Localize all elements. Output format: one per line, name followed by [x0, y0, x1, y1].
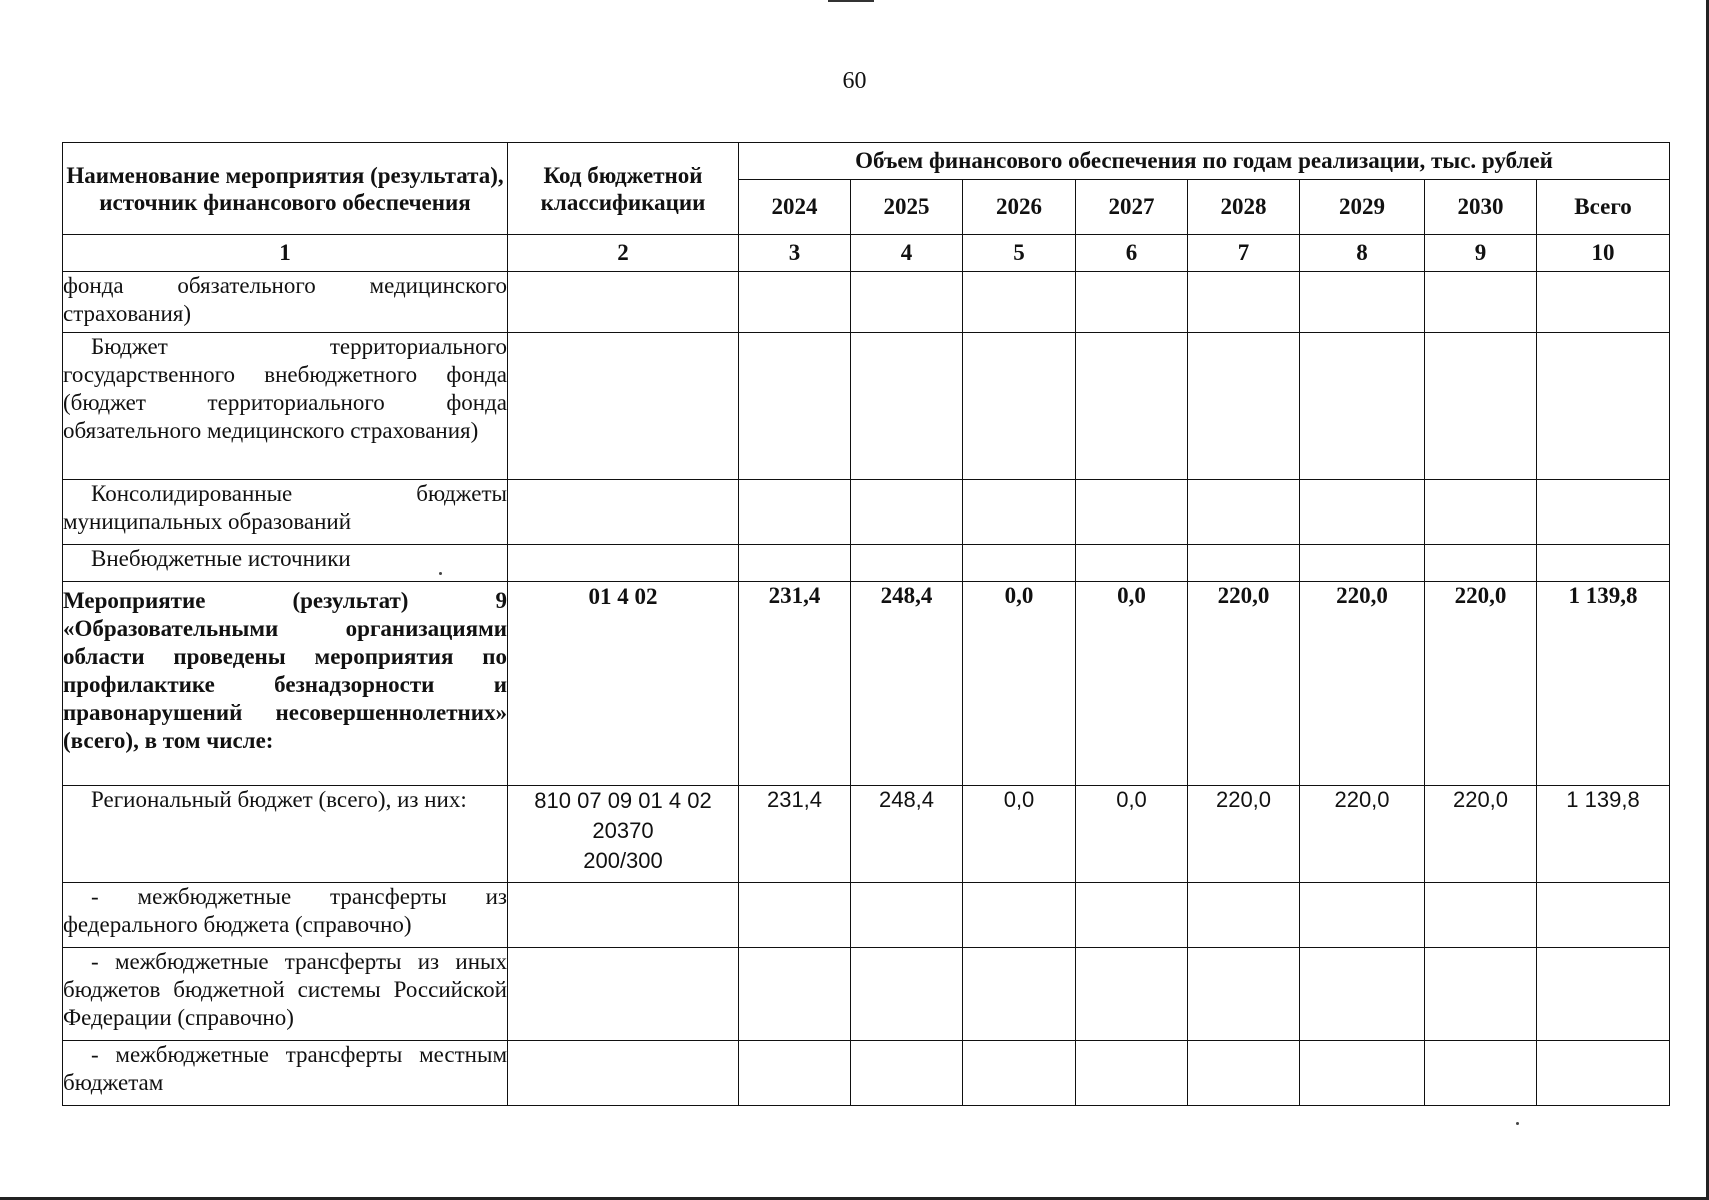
code-line: 20370	[592, 818, 654, 843]
row-value	[963, 883, 1076, 948]
row-code	[508, 333, 739, 480]
row-value	[1537, 272, 1670, 333]
row-value	[1425, 883, 1537, 948]
event-value: 0,0	[1076, 582, 1188, 786]
event-name: Мероприятие (результат) 9 «Образовательными организациями области проведены мероприятия по профилактике безнадзорности и правонарушений несовершеннолетних» (всего), в том числе:	[63, 582, 508, 786]
scan-speck	[439, 572, 442, 575]
row-value	[739, 883, 851, 948]
row-value	[1425, 1041, 1537, 1106]
table-row-event	[63, 582, 1670, 786]
row-value	[1300, 333, 1425, 480]
row-value	[739, 948, 851, 1041]
row-value	[1188, 333, 1300, 480]
header-name-column: Наименование мероприятия (результата), источник финансового обеспечения	[63, 143, 508, 235]
column-number: 4	[851, 235, 963, 272]
row-value	[1076, 883, 1188, 948]
row-value: 231,4	[739, 786, 851, 883]
column-number: 1	[63, 235, 508, 272]
row-name: Внебюджетные источники	[63, 545, 508, 582]
row-code	[508, 883, 739, 948]
row-value	[851, 272, 963, 333]
table-row	[63, 948, 1670, 1041]
row-code	[508, 272, 739, 333]
table-row	[63, 272, 1670, 333]
row-value: 220,0	[1188, 786, 1300, 883]
financing-table	[62, 142, 1670, 1106]
code-line: 810 07 09 01 4 02	[534, 788, 712, 813]
row-value	[1076, 333, 1188, 480]
row-value	[1425, 948, 1537, 1041]
row-value	[963, 1041, 1076, 1106]
row-value	[851, 480, 963, 545]
row-value	[739, 1041, 851, 1106]
column-number: 5	[963, 235, 1076, 272]
row-value	[963, 272, 1076, 333]
row-value: 220,0	[1425, 786, 1537, 883]
row-value	[851, 948, 963, 1041]
event-value: 220,0	[1188, 582, 1300, 786]
scan-speck	[1516, 1122, 1519, 1125]
table-row	[63, 480, 1670, 545]
column-number: 2	[508, 235, 739, 272]
header-year: 2025	[851, 180, 963, 235]
code-line: 200/300	[583, 848, 663, 873]
event-value: 248,4	[851, 582, 963, 786]
row-value	[963, 545, 1076, 582]
row-value	[739, 333, 851, 480]
row-value	[739, 272, 851, 333]
header-year: 2029	[1300, 180, 1425, 235]
row-value	[1537, 883, 1670, 948]
header-volume-span: Объем финансового обеспечения по годам реализации, тыс. рублей	[739, 143, 1670, 180]
row-value	[1300, 272, 1425, 333]
row-value	[1188, 948, 1300, 1041]
row-value	[1076, 948, 1188, 1041]
column-number: 3	[739, 235, 851, 272]
column-number: 9	[1425, 235, 1537, 272]
header-year: 2024	[739, 180, 851, 235]
row-code	[508, 948, 739, 1041]
row-value	[1188, 272, 1300, 333]
page-number: 60	[842, 68, 867, 94]
table-row	[63, 545, 1670, 582]
row-code	[508, 786, 739, 883]
row-value	[851, 333, 963, 480]
row-value: 0,0	[963, 786, 1076, 883]
column-number: 8	[1300, 235, 1425, 272]
row-name: - межбюджетные трансферты из иных бюджетов бюджетной системы Российской Федерации (справочно)	[63, 948, 508, 1041]
header-total: Всего	[1537, 180, 1670, 235]
row-value	[851, 1041, 963, 1106]
row-value	[1425, 480, 1537, 545]
row-value	[739, 480, 851, 545]
row-value	[963, 948, 1076, 1041]
row-name: фонда обязательного медицинского страхования)	[63, 272, 508, 333]
header-row-top	[63, 143, 1670, 180]
table-row	[63, 883, 1670, 948]
row-value	[1537, 1041, 1670, 1106]
row-value	[1076, 272, 1188, 333]
event-value: 0,0	[963, 582, 1076, 786]
event-value: 220,0	[1425, 582, 1537, 786]
row-value	[1537, 480, 1670, 545]
row-value	[1537, 545, 1670, 582]
row-name: Консолидированные бюджеты муниципальных образований	[63, 480, 508, 545]
event-value: 231,4	[739, 582, 851, 786]
row-value	[1188, 480, 1300, 545]
row-name: - межбюджетные трансферты из федерального бюджета (справочно)	[63, 883, 508, 948]
table-row	[63, 333, 1670, 480]
row-value	[1188, 883, 1300, 948]
header-year: 2026	[963, 180, 1076, 235]
header-year: 2028	[1188, 180, 1300, 235]
event-value: 1 139,8	[1537, 582, 1670, 786]
row-value	[1425, 272, 1537, 333]
row-value	[963, 333, 1076, 480]
row-value: 0,0	[1076, 786, 1188, 883]
top-edge-mark	[828, 0, 874, 2]
column-number: 6	[1076, 235, 1188, 272]
event-value: 220,0	[1300, 582, 1425, 786]
row-value	[1300, 1041, 1425, 1106]
row-value: 220,0	[1300, 786, 1425, 883]
column-number-row	[63, 235, 1670, 272]
row-value	[1076, 480, 1188, 545]
header-code-column: Код бюджетной классификации	[508, 143, 739, 235]
row-name: Региональный бюджет (всего), из них:	[63, 786, 508, 883]
row-value	[963, 480, 1076, 545]
row-value	[1076, 1041, 1188, 1106]
row-value	[1537, 333, 1670, 480]
row-value	[1300, 883, 1425, 948]
row-name: - межбюджетные трансферты местным бюджетам	[63, 1041, 508, 1106]
table-row	[63, 786, 1670, 883]
row-code	[508, 480, 739, 545]
row-value	[739, 545, 851, 582]
row-value	[1537, 948, 1670, 1041]
row-code	[508, 545, 739, 582]
row-value	[1300, 948, 1425, 1041]
event-code: 01 4 02	[508, 582, 739, 786]
row-value: 1 139,8	[1537, 786, 1670, 883]
row-value	[1188, 1041, 1300, 1106]
row-value	[1425, 333, 1537, 480]
row-value	[1425, 545, 1537, 582]
table-row	[63, 1041, 1670, 1106]
row-value	[851, 545, 963, 582]
row-name: Бюджет территориального государственного внебюджетного фонда (бюджет территориального фонда обязательного медицинского страхования)	[63, 333, 508, 480]
column-number: 7	[1188, 235, 1300, 272]
row-value	[1300, 545, 1425, 582]
row-value	[851, 883, 963, 948]
row-value: 248,4	[851, 786, 963, 883]
row-value	[1300, 480, 1425, 545]
header-year: 2030	[1425, 180, 1537, 235]
row-value	[1076, 545, 1188, 582]
header-year: 2027	[1076, 180, 1188, 235]
row-value	[1188, 545, 1300, 582]
column-number: 10	[1537, 235, 1670, 272]
row-code	[508, 1041, 739, 1106]
